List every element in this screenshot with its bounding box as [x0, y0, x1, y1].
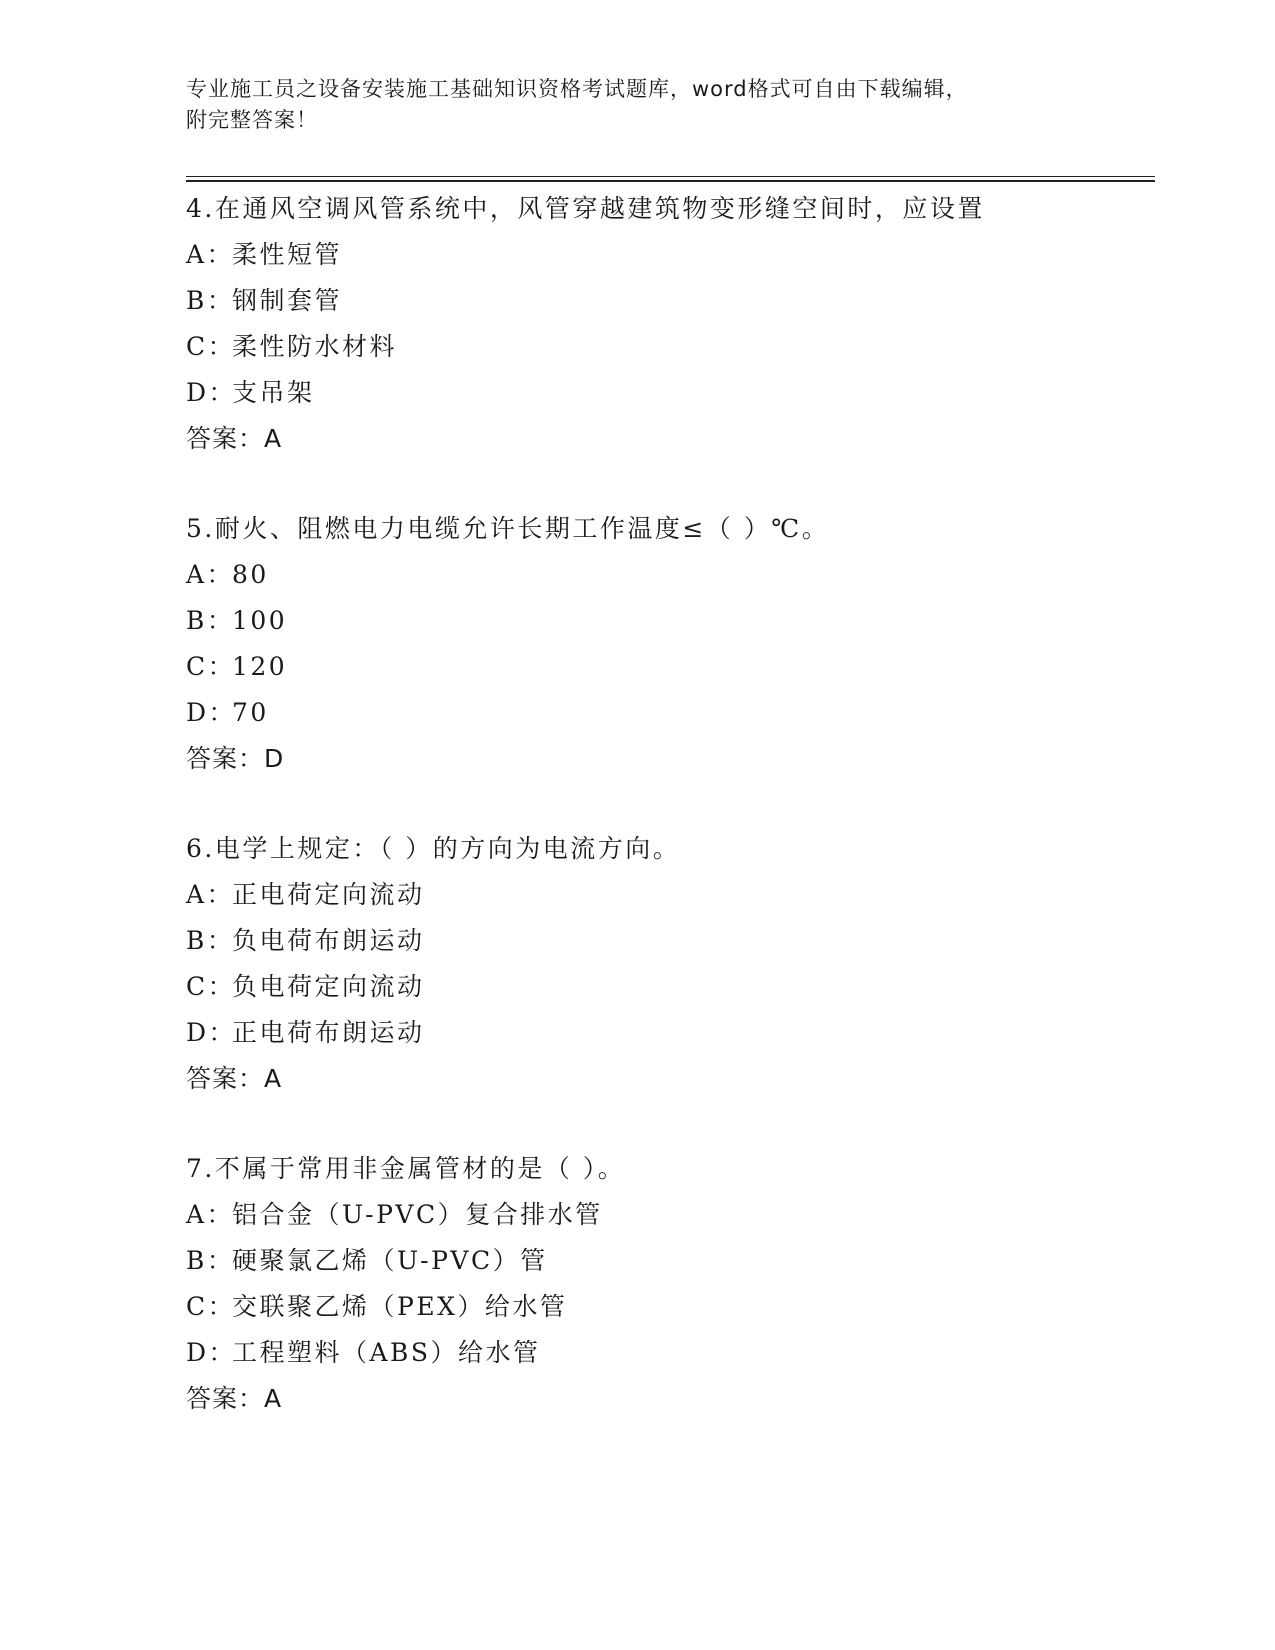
option-c: [186, 964, 1155, 1010]
document-header-note: [186, 74, 1086, 136]
option-d: [186, 1010, 1155, 1056]
option-a: [186, 872, 1155, 918]
option-text: 100: [232, 606, 288, 635]
question-stem: 7.不属于常用非金属管材的是（ ）。: [186, 1154, 626, 1183]
option-b: [186, 918, 1155, 964]
option-a: [186, 1192, 1155, 1238]
option-text: 铝合金（U-PVC）复合排水管: [232, 1200, 603, 1229]
option-c: [186, 644, 1155, 690]
option-text: 柔性短管: [232, 240, 343, 269]
option-key: D：: [186, 698, 237, 727]
option-key: B：: [186, 286, 235, 315]
option-key: B：: [186, 926, 235, 955]
option-d: [186, 690, 1155, 736]
answer-line: 答案：A: [186, 1064, 283, 1093]
option-c: [186, 1284, 1155, 1330]
answer-line: 答案：A: [186, 424, 283, 453]
option-d: [186, 370, 1155, 416]
header-line-1: 专业施工员之设备安装施工基础知识资格考试题库，word格式可自由下载编辑，: [186, 77, 968, 101]
answer-line: 答案：D: [186, 744, 285, 773]
question-block: [186, 186, 1155, 462]
option-a: [186, 232, 1155, 278]
option-c: [186, 324, 1155, 370]
option-key: C：: [186, 972, 236, 1001]
option-text: 70: [232, 698, 269, 727]
question-stem: 6.电学上规定：（ ）的方向为电流方向。: [186, 834, 681, 863]
option-key: A：: [186, 240, 235, 269]
option-text: 交联聚乙烯（PEX）给水管: [232, 1292, 568, 1321]
option-key: B：: [186, 606, 235, 635]
question-block: [186, 1146, 1155, 1422]
option-text: 支吊架: [232, 378, 315, 407]
option-key: C：: [186, 652, 236, 681]
question-block: [186, 826, 1155, 1102]
option-text: 正电荷布朗运动: [232, 1018, 425, 1047]
option-key: A：: [186, 1200, 235, 1229]
option-text: 正电荷定向流动: [232, 880, 425, 909]
header-divider-thin: [186, 176, 1155, 177]
option-key: D：: [186, 378, 237, 407]
option-key: D：: [186, 1338, 237, 1367]
question-stem: 5.耐火、阻燃电力电缆允许长期工作温度≤（ ）℃。: [186, 514, 830, 543]
option-text: 钢制套管: [232, 286, 343, 315]
option-b: [186, 598, 1155, 644]
option-text: 工程塑料（ABS）给水管: [232, 1338, 541, 1367]
option-key: A：: [186, 880, 235, 909]
header-line-2: 附完整答案！: [186, 108, 318, 132]
option-text: 柔性防水材料: [232, 332, 398, 361]
option-text: 负电荷定向流动: [232, 972, 425, 1001]
option-a: [186, 552, 1155, 598]
option-text: 负电荷布朗运动: [232, 926, 425, 955]
option-key: A：: [186, 560, 235, 589]
option-key: D：: [186, 1018, 237, 1047]
option-text: 80: [232, 560, 269, 589]
header-divider-thick: [186, 180, 1155, 182]
option-b: [186, 1238, 1155, 1284]
option-key: C：: [186, 1292, 236, 1321]
option-b: [186, 278, 1155, 324]
answer-line: 答案：A: [186, 1384, 283, 1413]
option-key: C：: [186, 332, 236, 361]
option-key: B：: [186, 1246, 235, 1275]
question-stem: 4.在通风空调风管系统中，风管穿越建筑物变形缝空间时，应设置: [186, 194, 985, 223]
option-text: 120: [232, 652, 288, 681]
option-d: [186, 1330, 1155, 1376]
option-text: 硬聚氯乙烯（U-PVC）管: [232, 1246, 548, 1275]
question-block: [186, 506, 1155, 782]
